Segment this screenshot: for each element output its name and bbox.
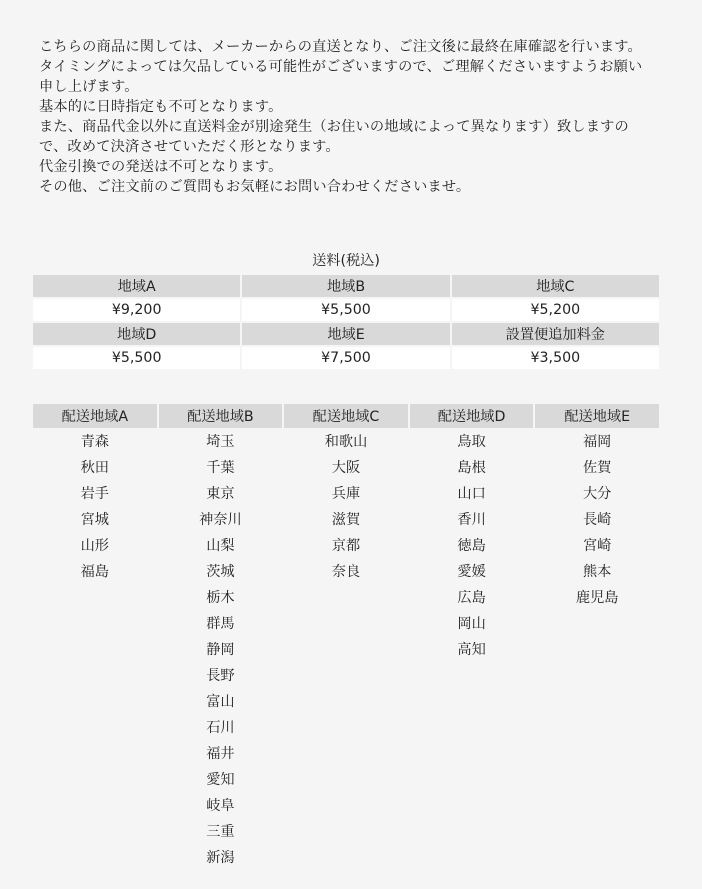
prefecture-item: 長野 [206, 668, 235, 684]
fee-header-row [33, 275, 659, 297]
prefecture-item: 新潟 [206, 850, 235, 866]
shipping-fee-caption: 送料(税込) [312, 253, 380, 269]
prefecture-item: 福島 [80, 564, 109, 580]
notice-paragraph: こちらの商品に関しては、メーカーからの直送となり、ご注文後に最終在庫確認を行います。 [39, 39, 642, 55]
fee-value: ¥9,200 [33, 299, 240, 321]
delivery-region-table [31, 404, 661, 871]
prefecture-item: 石川 [206, 720, 235, 736]
region-column-header: 配送地域D [410, 404, 534, 428]
notice-paragraph: また、商品代金以外に直送料金が別途発生（お住いの地域によって異なります）致しますので、改めて決済させていただく形となります。 [39, 119, 629, 155]
prefecture-item: 熊本 [582, 564, 612, 580]
fee-value: ¥5,500 [33, 347, 240, 369]
region-e-list [535, 428, 659, 871]
fee-value: ¥5,500 [242, 299, 449, 321]
prefecture-item: 京都 [331, 538, 361, 554]
fee-header-row [33, 323, 659, 345]
prefecture-item: 山梨 [206, 538, 235, 554]
prefecture-item: 滋賀 [331, 512, 361, 528]
fee-region-header: 地域D [33, 323, 240, 345]
prefecture-item: 宮崎 [582, 538, 612, 554]
fee-region-header: 地域C [452, 275, 659, 297]
prefecture-item: 鳥取 [457, 434, 486, 450]
fee-value: ¥3,500 [452, 347, 659, 369]
region-b-list [159, 428, 283, 871]
fee-value-row [33, 347, 659, 369]
fee-region-header: 地域A [33, 275, 240, 297]
prefecture-item: 静岡 [206, 642, 235, 658]
prefecture-item: 岡山 [457, 616, 486, 632]
prefecture-item: 東京 [206, 486, 235, 502]
prefecture-item: 高知 [457, 642, 486, 658]
prefecture-item: 大阪 [331, 460, 361, 476]
region-a-list [33, 428, 157, 871]
fee-value-row [33, 299, 659, 321]
prefecture-item: 茨城 [206, 564, 235, 580]
prefecture-item: 奈良 [331, 564, 361, 580]
fee-value: ¥7,500 [242, 347, 449, 369]
prefecture-item: 富山 [206, 694, 235, 710]
prefecture-item: 愛知 [206, 772, 235, 788]
prefecture-item: 群馬 [206, 616, 235, 632]
region-header-row [33, 404, 659, 428]
fee-region-header: 設置便追加料金 [452, 323, 659, 345]
prefecture-item: 福岡 [582, 434, 612, 450]
prefecture-item: 埼玉 [206, 434, 235, 450]
notice-paragraph: その他、ご注文前のご質問もお気軽にお問い合わせくださいませ。 [39, 179, 471, 195]
prefecture-item: 三重 [206, 824, 235, 840]
fee-region-header: 地域E [242, 323, 449, 345]
prefecture-item: 宮城 [80, 512, 109, 528]
region-column-header: 配送地域E [535, 404, 659, 428]
region-column-header: 配送地域A [33, 404, 157, 428]
prefecture-item: 鹿児島 [575, 590, 619, 606]
prefecture-item: 長崎 [582, 512, 612, 528]
fee-value: ¥5,200 [452, 299, 659, 321]
prefecture-item: 大分 [582, 486, 612, 502]
shipping-fee-table [31, 273, 661, 371]
region-c-list [284, 428, 408, 871]
prefecture-item: 岐阜 [206, 798, 235, 814]
prefecture-item: 栃木 [206, 590, 235, 606]
fee-region-header: 地域B [242, 275, 449, 297]
notice-paragraph: 代金引換での発送は不可となります。 [39, 159, 283, 175]
prefecture-item: 秋田 [80, 460, 109, 476]
prefecture-item: 福井 [206, 746, 235, 762]
prefecture-item: 徳島 [457, 538, 486, 554]
prefecture-item: 山口 [457, 486, 486, 502]
prefecture-item: 広島 [457, 590, 486, 606]
region-d-list [410, 428, 534, 871]
region-list-row [33, 428, 659, 871]
prefecture-item: 兵庫 [331, 486, 361, 502]
prefecture-item: 青森 [80, 434, 109, 450]
prefecture-item: 和歌山 [324, 434, 368, 450]
prefecture-item: 佐賀 [582, 460, 612, 476]
prefecture-item: 岩手 [80, 486, 109, 502]
prefecture-item: 香川 [457, 512, 486, 528]
notice-paragraph: 基本的に日時指定も不可となります。 [39, 99, 283, 115]
region-column-header: 配送地域C [284, 404, 408, 428]
prefecture-item: 島根 [457, 460, 486, 476]
prefecture-item: 愛媛 [457, 564, 486, 580]
region-column-header: 配送地域B [159, 404, 283, 428]
prefecture-item: 山形 [80, 538, 109, 554]
prefecture-item: 千葉 [206, 460, 235, 476]
notice-paragraph: タイミングによっては欠品している可能性がございますので、ご理解くださいますようお願い申し上げます。 [39, 59, 643, 95]
prefecture-item: 神奈川 [199, 512, 242, 528]
notice-text [39, 37, 651, 197]
